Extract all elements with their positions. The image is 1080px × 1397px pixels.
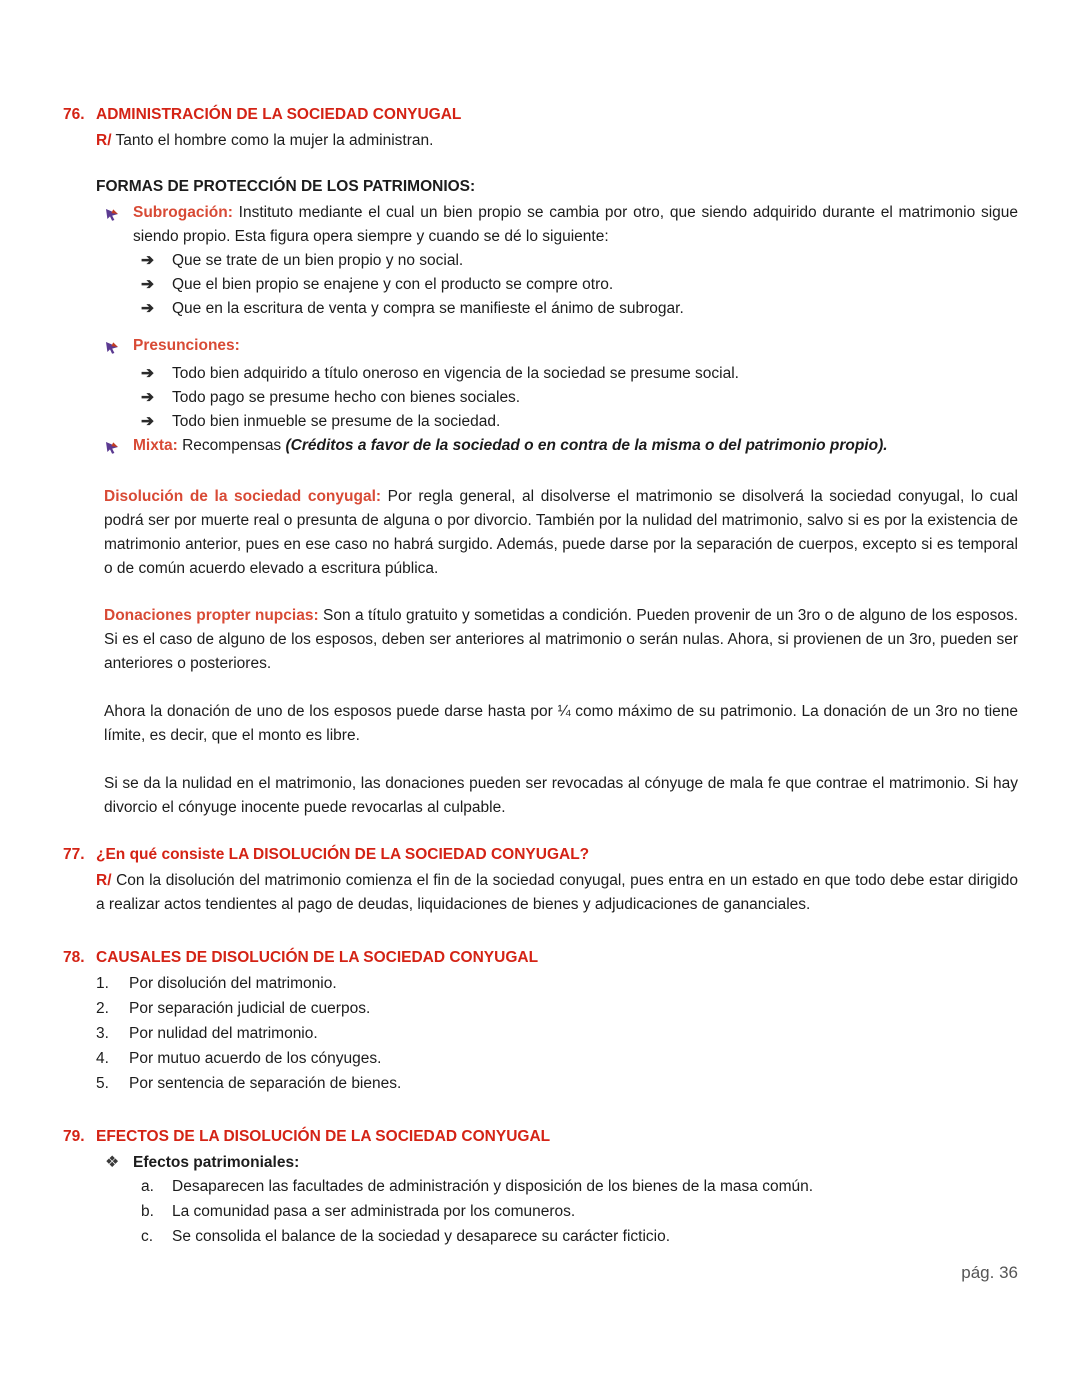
list-marker: 4. [96,1050,109,1067]
question-title: CAUSALES DE DISOLUCIÓN DE LA SOCIEDAD CONYUGAL [96,949,539,966]
answer-paragraph [96,869,1018,917]
question-79-section [63,1125,1018,1249]
list-marker: a. [141,1178,154,1195]
bullet-text [133,434,1018,462]
bullet-text [133,334,1018,362]
dart-bullet-icon [105,334,133,362]
answer-paragraph [96,129,1018,153]
question-76-body [96,129,1018,820]
question-78-heading [63,946,1018,970]
list-item-text: Por mutuo acuerdo de los cónyuges. [129,1050,382,1067]
question-title: ¿En qué consiste LA DISOLUCIÓN DE LA SOCIEDAD CONYUGAL? [96,846,590,863]
list-marker: 5. [96,1075,109,1092]
bullet-item-mixta [105,434,1018,462]
question-76-section [63,103,1018,820]
paragraph-lead: Donaciones propter nupcias: [104,607,319,624]
bullet-body-text: Recompensas [182,437,282,454]
diamond-bullet-item [105,1151,1018,1175]
numbered-list-item [96,972,1018,996]
list-marker: 1. [96,975,109,992]
dart-bullet-icon [105,434,133,462]
list-marker: c. [141,1228,154,1245]
question-77-body [96,869,1018,917]
paragraph-nulidad-revocacion: Si se da la nulidad en el matrimonio, las donaciones pueden ser revocadas al cónyuge de mala fe que contrae el matrimonio. Si hay divorcio el cónyuge inocente puede revocarlas al culpable. [104,775,1018,816]
list-item-text: Por disolución del matrimonio. [129,975,337,992]
arrow-list-item [141,362,1018,386]
question-79-heading [63,1125,1018,1149]
arrow-item-text: Todo pago se presume hecho con bienes sociales. [172,389,521,406]
arrow-right-icon: ➔ [141,413,154,430]
paragraph-disolucion [104,485,1018,581]
bullet-body-text: Instituto mediante el cual un bien propio se cambia por otro, que siendo adquirido durante el matrimonio sigue siendo propio. Esta figura opera siempre y cuando se dé lo siguiente: [133,204,1019,245]
question-78-section [63,946,1018,1096]
question-title: ADMINISTRACIÓN DE LA SOCIEDAD CONYUGAL [96,106,462,123]
lettered-list-item [141,1225,1018,1249]
bullet-lead: Efectos patrimoniales: [133,1154,300,1171]
page-number: pág. 36 [961,1263,1018,1282]
list-item-text: Por separación judicial de cuerpos. [129,1000,371,1017]
arrow-right-icon: ➔ [141,389,154,406]
question-77-heading [63,843,1018,867]
answer-label: R/ [96,872,112,889]
bullet-italic-text: (Créditos a favor de la sociedad o en contra de la misma o del patrimonio propio). [285,437,888,454]
arrow-list-item [141,249,1018,273]
numbered-list-item [96,1072,1018,1096]
bullet-item-presunciones [105,334,1018,362]
list-marker: 3. [96,1025,109,1042]
paragraph-text: Son a título gratuito y sometidas a condición. Pueden provenir de un 3ro o de alguno de los esposos. Si es el caso de alguno de los esposos, deben ser anteriores al matrimonio o serán nulas. Ahora, si provienen de un 3ro, pueden ser anteriores o posteriores. [104,607,1019,672]
arrow-list-item [141,297,1018,321]
arrow-list-item [141,386,1018,410]
list-marker: 2. [96,1000,109,1017]
list-marker: b. [141,1203,154,1220]
question-number: 78. [63,949,85,966]
answer-text: Tanto el hombre como la mujer la administran. [115,132,434,149]
list-item-text: Por nulidad del matrimonio. [129,1025,318,1042]
numbered-list-item [96,1047,1018,1071]
bullet-lead: Presunciones: [133,337,240,354]
list-item-text: Se consolida el balance de la sociedad y desaparece su carácter ficticio. [172,1228,671,1245]
question-78-body [96,972,1018,1096]
numbered-list-item [96,997,1018,1021]
list-item-text: Desaparecen las facultades de administración y disposición de los bienes de la masa común. [172,1178,814,1195]
question-number: 77. [63,846,85,863]
bullet-item-subrogacion [105,201,1018,249]
paragraph-text: Por regla general, al disolverse el matrimonio se disolverá la sociedad conyugal, lo cual podrá ser por muerte real o presunta de alguna o por divorcio. También por la nulidad del matrimonio, salvo si es por la existencia de matrimonio anterior, pues en ese caso no habrá surgido. Además, puede darse por la separación de cuerpos, excepto si es temporal o de común acuerdo elevado a escritura pública. [104,488,1019,577]
arrow-list-item [141,410,1018,434]
lettered-list-item [141,1175,1018,1199]
arrow-list-item [141,273,1018,297]
question-77-section [63,843,1018,917]
arrow-right-icon: ➔ [141,300,154,317]
question-76-heading [63,103,1018,127]
answer-label: R/ [96,132,112,149]
answer-text: Con la disolución del matrimonio comienza el fin de la sociedad conyugal, pues entra en un estado en que todo debe estar dirigido a realizar actos tendientes al pago de deudas, liquidaciones de bienes y adjudicaciones de gananciales. [96,872,1018,913]
question-number: 79. [63,1128,85,1145]
section-subheading: FORMAS DE PROTECCIÓN DE LOS PATRIMONIOS: [96,178,476,195]
list-item-text: Por sentencia de separación de bienes. [129,1075,402,1092]
question-number: 76. [63,106,85,123]
arrow-item-text: Todo bien adquirido a título oneroso en vigencia de la sociedad se presume social. [172,365,739,382]
question-title: EFECTOS DE LA DISOLUCIÓN DE LA SOCIEDAD CONYUGAL [96,1128,551,1145]
arrow-item-text: Que en la escritura de venta y compra se manifieste el ánimo de subrogar. [172,300,684,317]
arrow-item-text: Que se trate de un bien propio y no social. [172,252,464,269]
paragraph-donacion-limite: Ahora la donación de uno de los esposos puede darse hasta por ¼ como máximo de su patrimonio. La donación de un 3ro no tiene límite, es decir, que el monto es libre. [104,703,1018,744]
dart-bullet-icon [105,201,133,249]
numbered-list-item [96,1022,1018,1046]
arrow-item-text: Todo bien inmueble se presume de la sociedad. [172,413,501,430]
question-79-body [96,1151,1018,1249]
arrow-item-text: Que el bien propio se enajene y con el producto se compre otro. [172,276,614,293]
list-item-text: La comunidad pasa a ser administrada por los comuneros. [172,1203,576,1220]
bullet-lead: Subrogación: [133,204,233,221]
paragraph-lead: Disolución de la sociedad conyugal: [104,488,382,505]
lettered-list-item [141,1200,1018,1224]
arrow-right-icon: ➔ [141,252,154,269]
paragraph-donaciones [104,604,1018,676]
bullet-lead: Mixta: [133,437,178,454]
arrow-right-icon: ➔ [141,276,154,293]
four-diamonds-icon: ❖ [105,1154,120,1171]
bullet-text [133,201,1018,249]
arrow-right-icon: ➔ [141,365,154,382]
